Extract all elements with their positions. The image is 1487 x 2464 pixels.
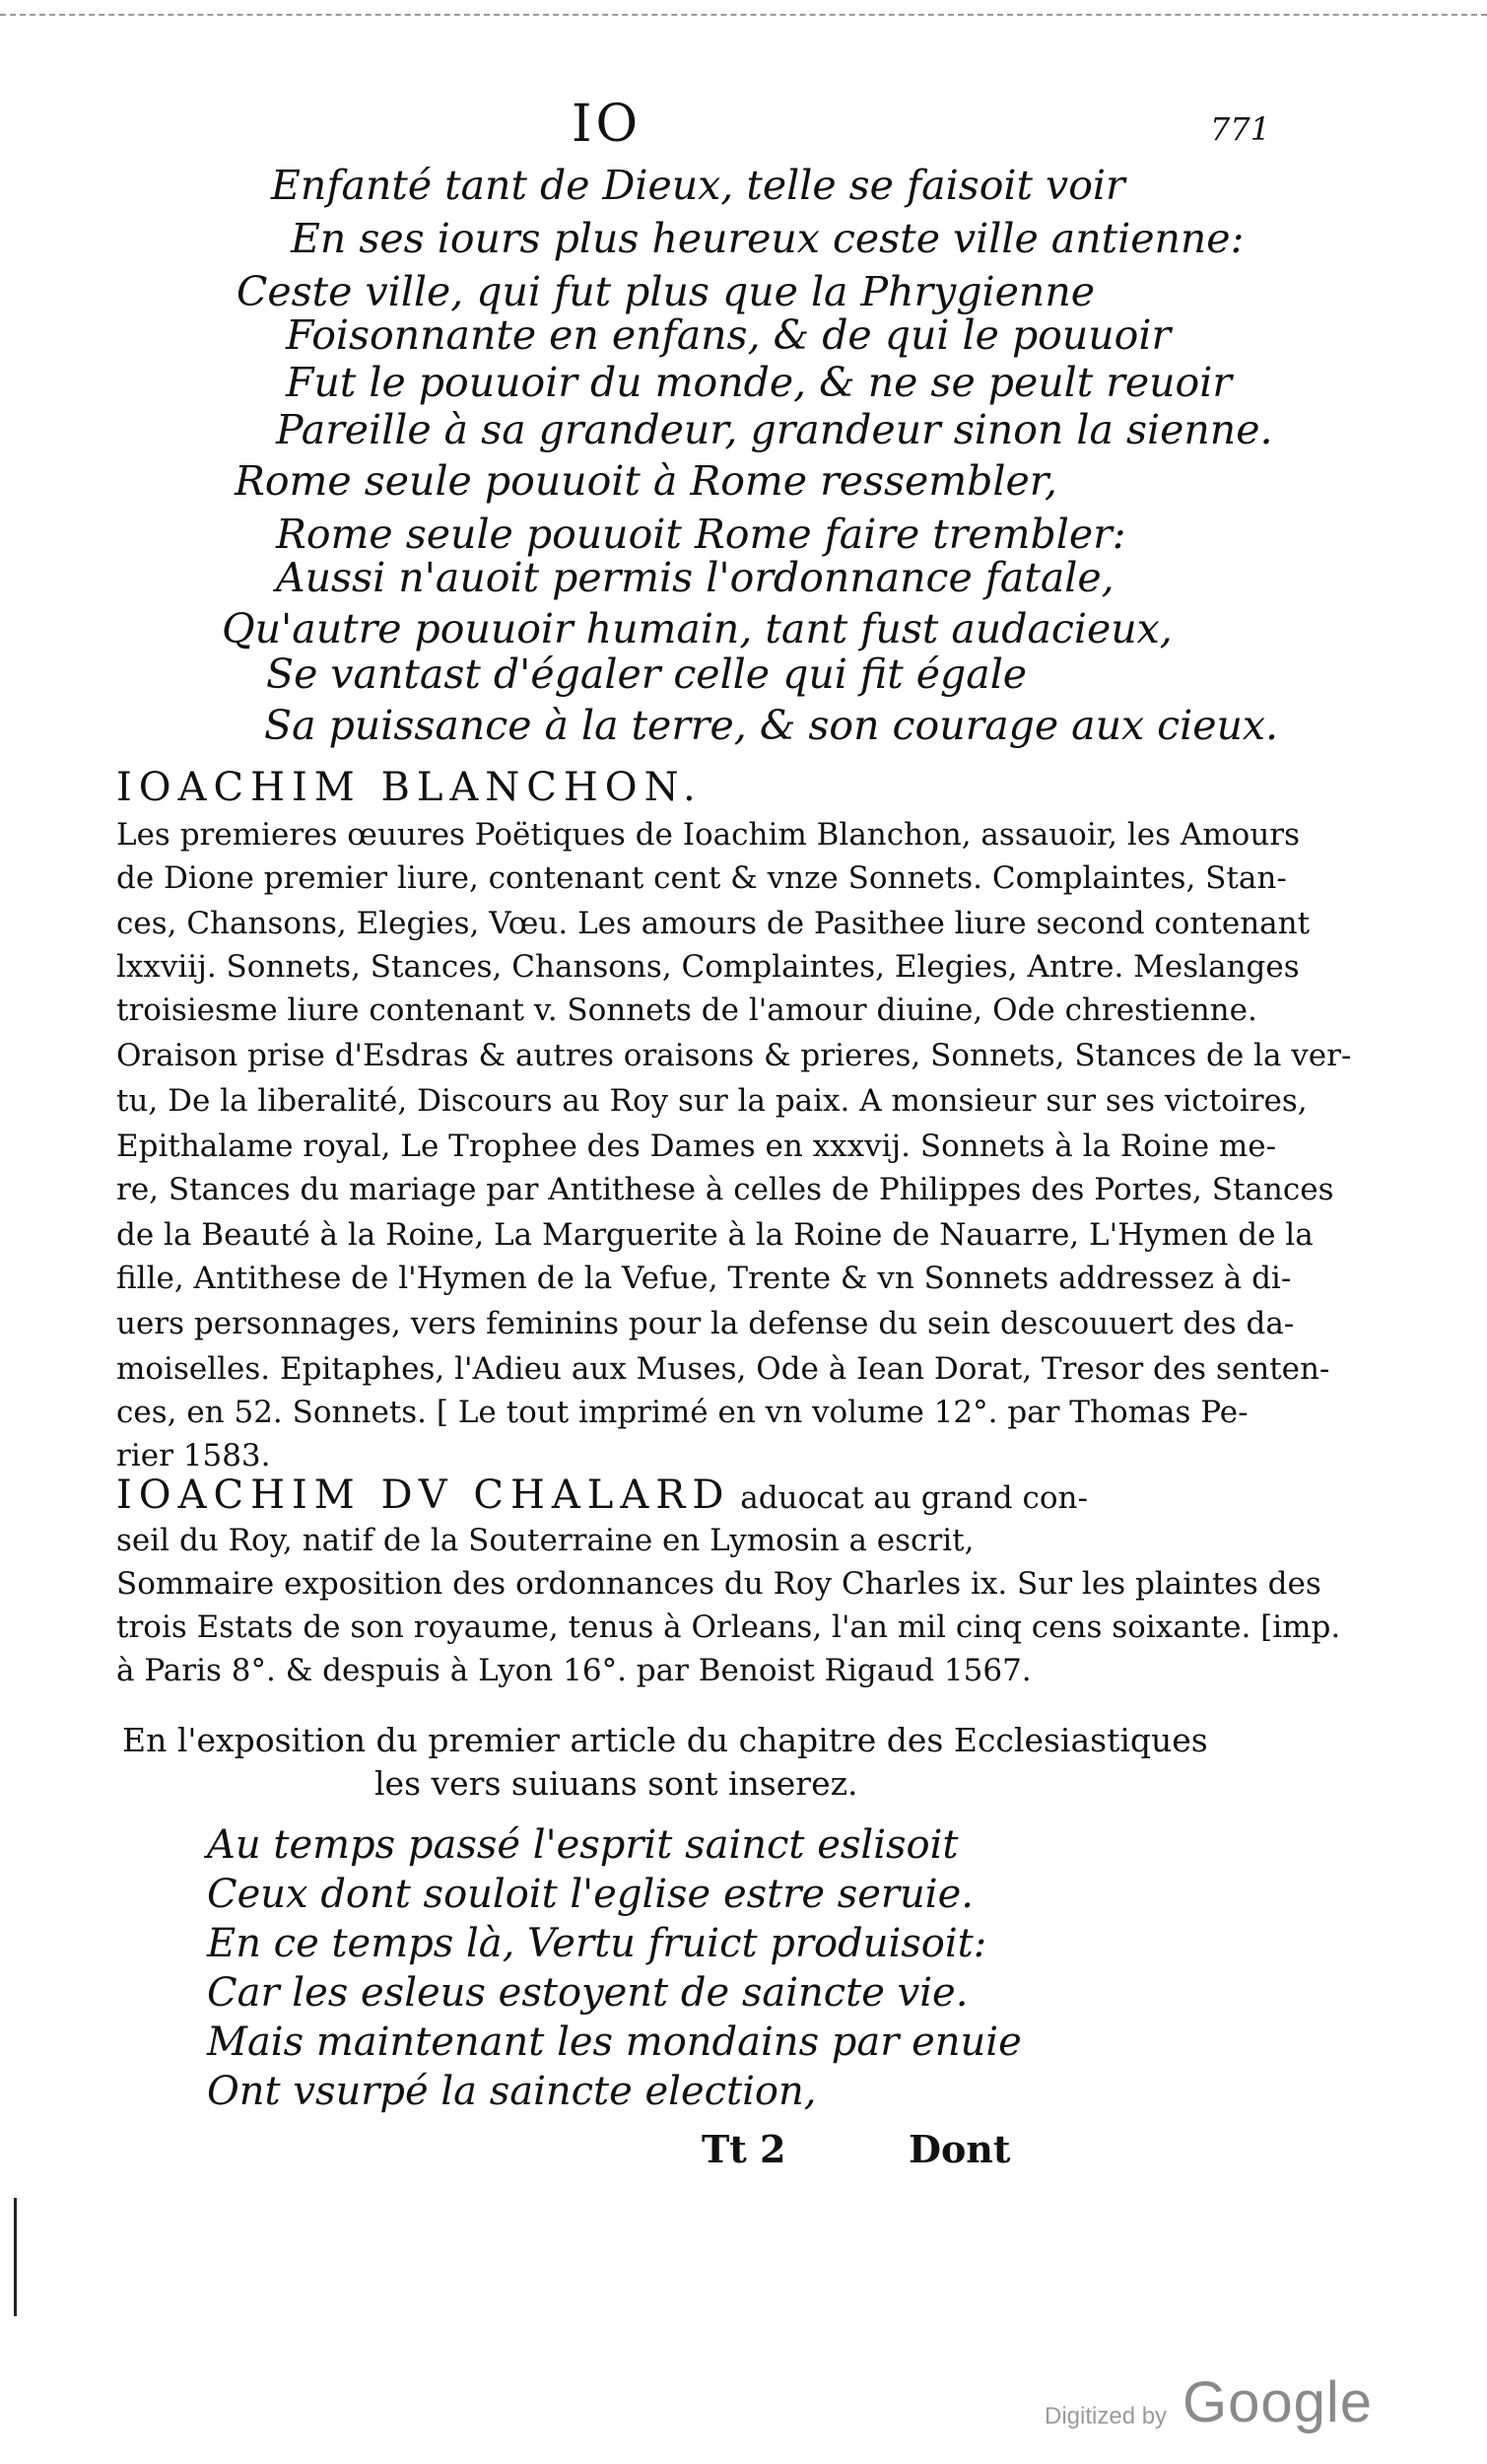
entry-text-line: seil du Roy, natif de la Souterraine en Lymosin a escrit, — [116, 1523, 975, 1558]
verse-line: Au temps passé l'esprit sainct eslisoit — [207, 1822, 959, 1868]
verse-line: En ce temps là, Vertu fruict produisoit: — [207, 1921, 987, 1966]
verse-line: Ont vsurpé la saincte election, — [207, 2069, 817, 2114]
page-number: IO — [572, 95, 642, 154]
verse-line: Enfanté tant de Dieux, telle se faisoit voir — [271, 162, 1125, 209]
verse-line: Rome seule pouuoit Rome faire trembler: — [276, 511, 1126, 558]
entry-text-line: à Paris 8°. & despuis à Lyon 16°. par Benoist Rigaud 1567. — [116, 1653, 1032, 1688]
entry-text-line: Oraison prise d'Esdras & autres oraisons & prieres, Sonnets, Stances de la ver- — [116, 1038, 1352, 1073]
margin-mark — [14, 2198, 17, 2316]
verse-line: Rome seule pouuoit à Rome ressembler, — [235, 457, 1057, 505]
entry-text-line: trois Estats de son royaume, tenus à Orleans, l'an mil cinq cens soixante. [imp. — [116, 1609, 1341, 1645]
verse-line: Mais maintenant les mondains par enuie — [207, 2019, 1022, 2065]
entry-text-line: uers personnages, vers feminins pour la defense du sein descouuert des da- — [116, 1306, 1295, 1341]
entry-text-line: ces, Chansons, Elegies, Vœu. Les amours de Pasithee liure second contenant — [116, 906, 1311, 941]
entry-text-line: moiselles. Epitaphes, l'Adieu aux Muses, Ode à Iean Dorat, Tresor des senten- — [116, 1351, 1330, 1387]
watermark-prefix: Digitized by — [1045, 2403, 1168, 2430]
verse-line: Car les esleus estoyent de saincte vie. — [207, 1970, 969, 2016]
entry-text-line: troisiesme liure contenant v. Sonnets de l'amour diuine, Ode chrestienne. — [116, 992, 1257, 1028]
entry-text-line: re, Stances du mariage par Antithese à celles de Philippes des Portes, Stances — [116, 1172, 1334, 1207]
entry-text-line: de la Beauté à la Roine, La Marguerite à la Roine de Nauarre, L'Hymen de la — [116, 1217, 1314, 1253]
entry-heading-continuation: aduocat au grand con- — [730, 1480, 1088, 1516]
watermark-logo: Google — [1183, 2370, 1374, 2434]
verse-line: Aussi n'auoit permis l'ordonnance fatale, — [276, 554, 1115, 601]
entry-text-line: de Dione premier liure, contenant cent & vnze Sonnets. Complaintes, Stan- — [116, 860, 1287, 896]
entry-heading: IOACHIM BLANCHON. — [116, 765, 703, 810]
verse-line: Qu'autre pouuoir humain, tant fust audacieux, — [222, 605, 1173, 652]
folio-number: 771 — [1210, 110, 1271, 148]
signature-mark: Tt 2 — [702, 2127, 786, 2171]
verse-line: Pareille à sa grandeur, grandeur sinon la sienne. — [276, 406, 1273, 453]
entry-heading-line — [116, 1472, 1088, 1518]
verse-line: Ceux dont souloit l'eglise estre seruie. — [207, 1872, 974, 1917]
entry-heading: IOACHIM DV CHALARD — [116, 1472, 731, 1518]
entry-text-line: fille, Antithese de l'Hymen de la Vefue, Trente & vn Sonnets addressez à di- — [116, 1261, 1292, 1296]
verse-line: Fut le pouuoir du monde, & ne se peult reuoir — [286, 359, 1232, 406]
intro-line: les vers suiuans sont inserez. — [374, 1764, 858, 1803]
entry-text-line: lxxviij. Sonnets, Stances, Chansons, Complaintes, Elegies, Antre. Meslanges — [116, 949, 1300, 985]
intro-line: En l'exposition du premier article du chapitre des Ecclesiastiques — [122, 1721, 1208, 1759]
verse-line: Sa puissance à la terre, & son courage aux cieux. — [264, 702, 1279, 749]
entry-text-line: ces, en 52. Sonnets. [ Le tout imprimé en vn volume 12°. par Thomas Pe- — [116, 1395, 1249, 1430]
verse-line: En ses iours plus heureux ceste ville antienne: — [291, 215, 1245, 262]
page-top-edge — [0, 0, 1487, 16]
verse-line: Se vantast d'égaler celle qui fit égale — [266, 650, 1028, 698]
entry-text-line: Epithalame royal, Le Trophee des Dames en xxxvij. Sonnets à la Roine me- — [116, 1129, 1277, 1164]
entry-text-line: tu, De la liberalité, Discours au Roy sur la paix. A monsieur sur ses victoires, — [116, 1083, 1308, 1119]
entry-text-line: Sommaire exposition des ordonnances du Roy Charles ix. Sur les plaintes des — [116, 1566, 1321, 1602]
verse-line: Foisonnante en enfans, & de qui le pouuoir — [286, 311, 1172, 359]
catchword: Dont — [909, 2127, 1011, 2171]
verse-line: Ceste ville, qui fut plus que la Phrygienne — [237, 268, 1095, 315]
entry-text-line: rier 1583. — [116, 1438, 271, 1473]
entry-text-line: Les premieres œuures Poëtiques de Ioachim Blanchon, assauoir, les Amours — [116, 817, 1301, 853]
